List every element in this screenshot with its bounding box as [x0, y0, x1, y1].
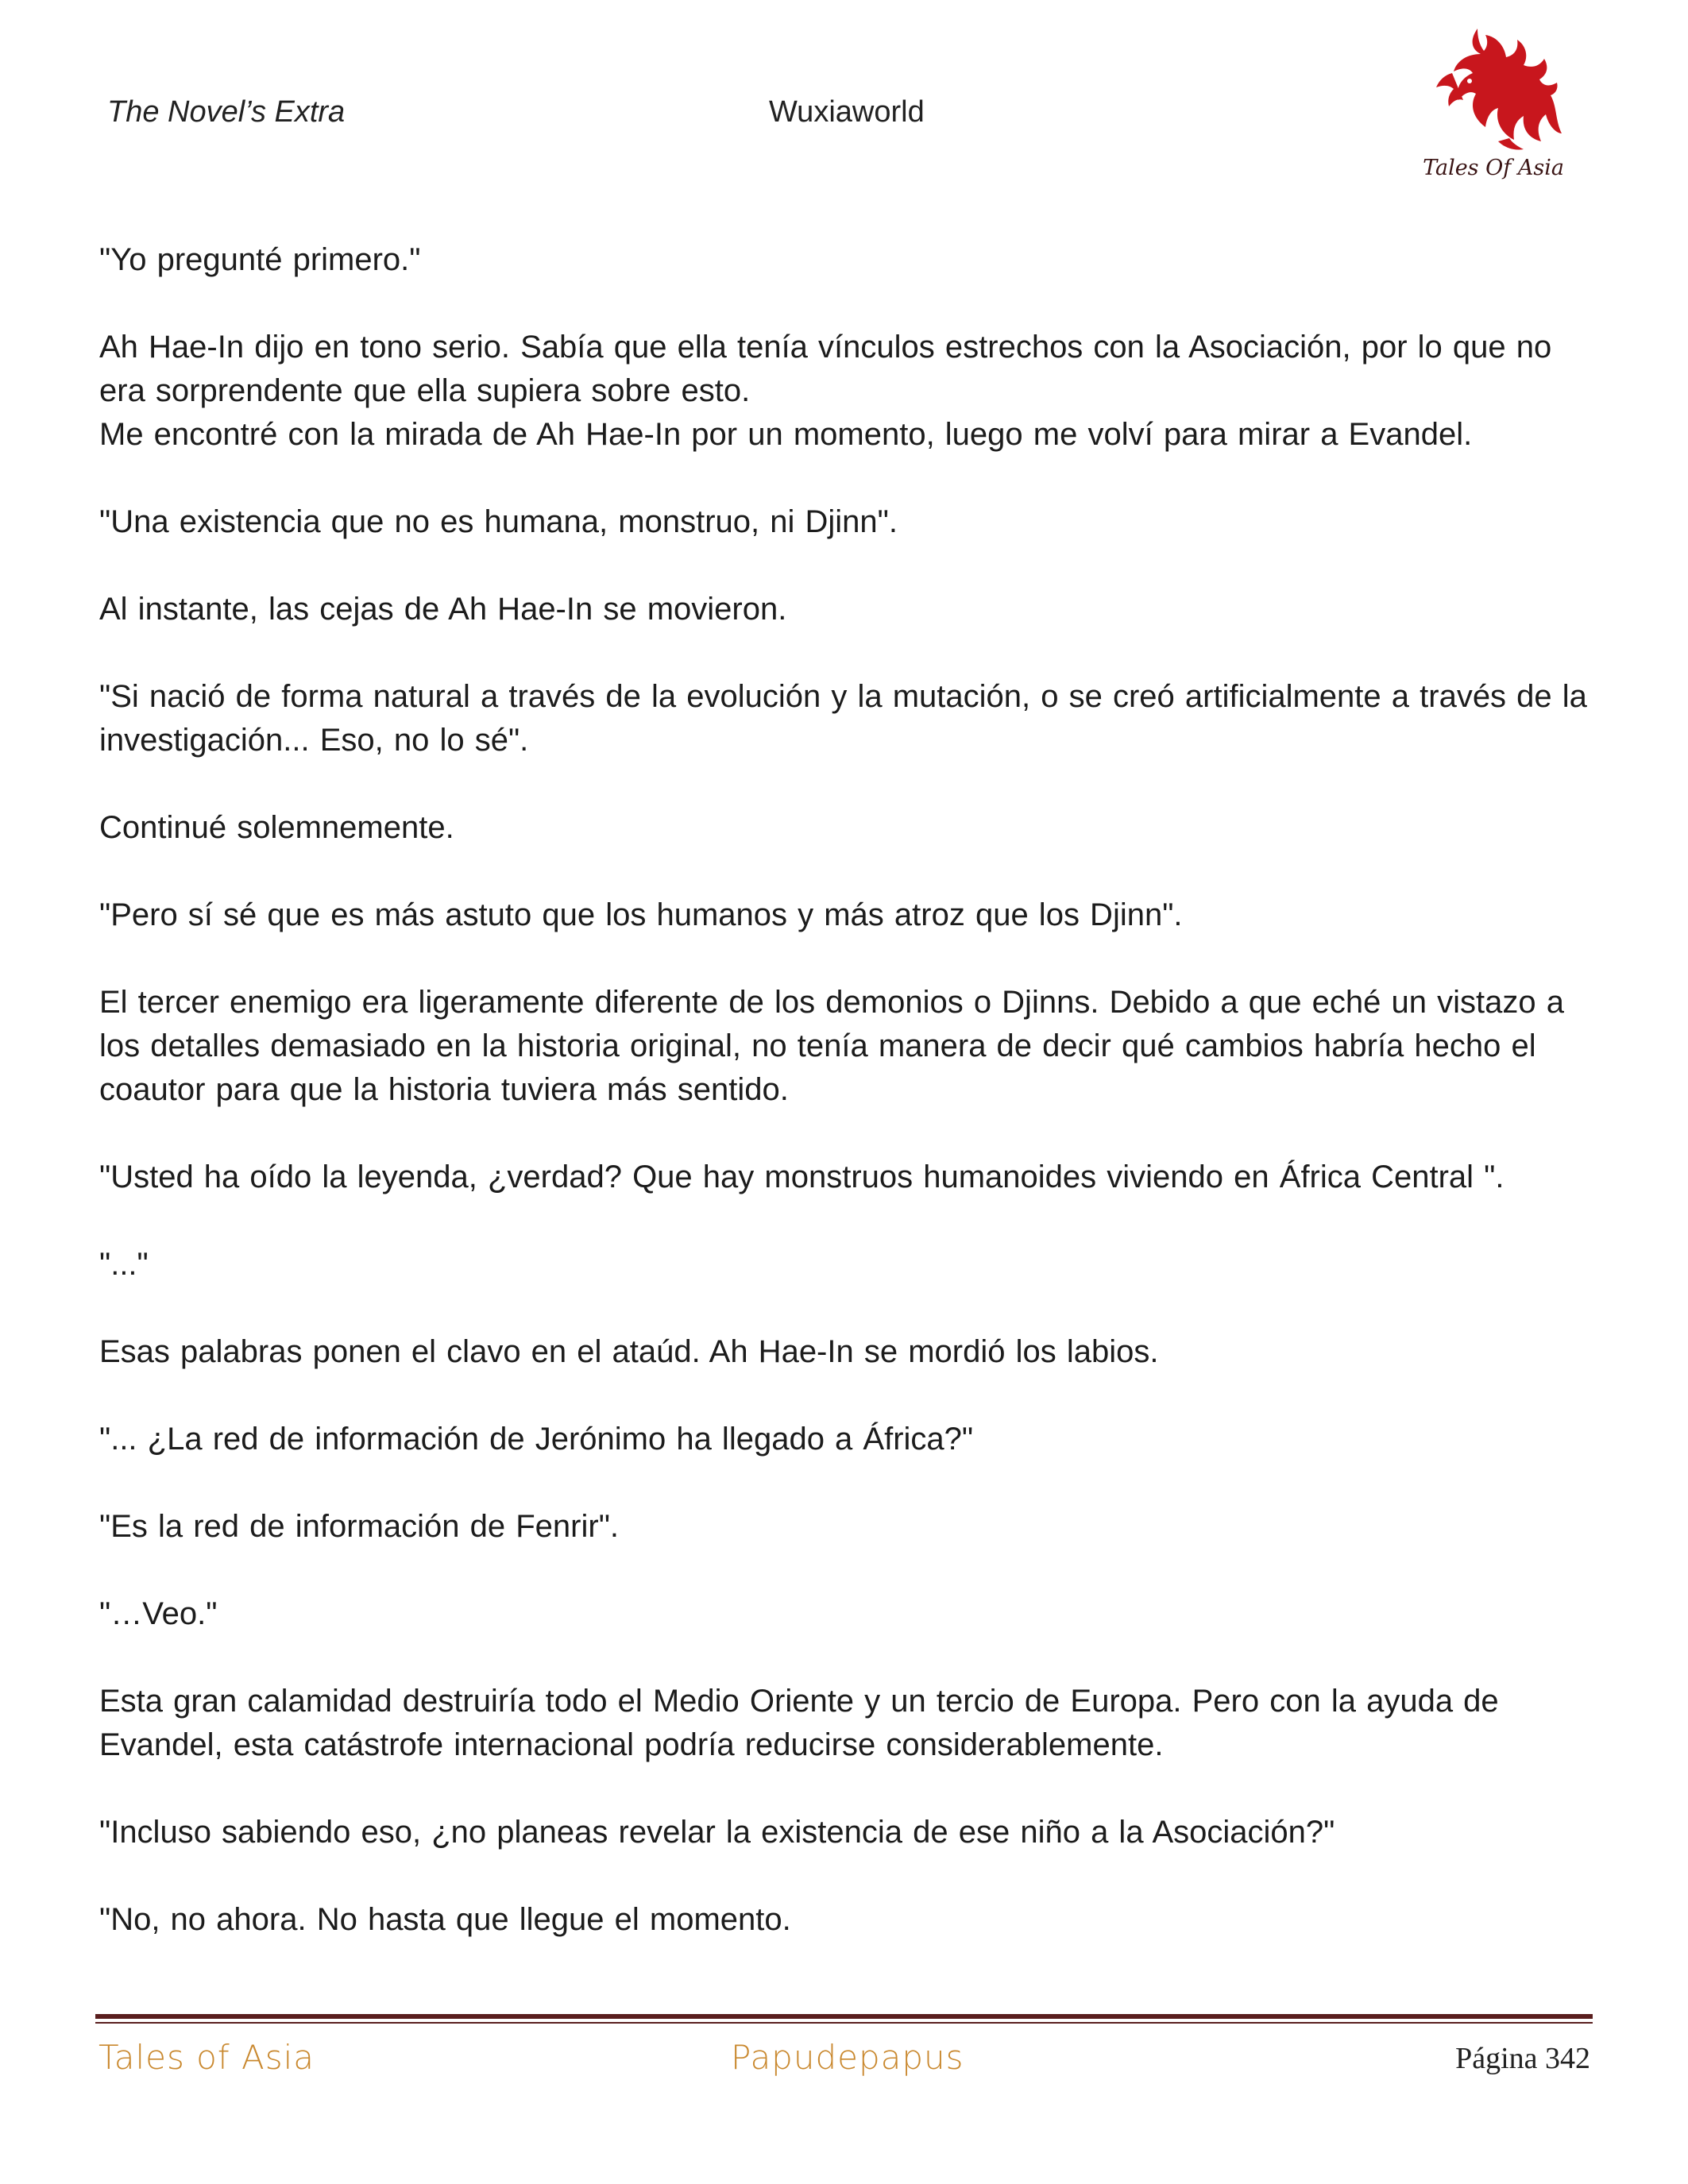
page-number: Página 342 — [1455, 2042, 1590, 2075]
page-header — [0, 0, 1688, 206]
paragraph: "Una existencia que no es humana, monstruo, ni Djinn". — [99, 504, 898, 539]
paragraph: Continué solemnemente. — [99, 810, 454, 845]
footer-translator: Papudepapus — [731, 2038, 964, 2077]
paragraph: Ah Hae-In dijo en tono serio. Sabía que ella tenía vínculos estrechos con la Asociación, por lo que no era sorprendente que ella supiera sobre esto. — [99, 330, 1552, 408]
tales-of-asia-logo — [1422, 22, 1565, 189]
logo-text: Tales Of Asia — [1423, 156, 1564, 180]
paragraph: Al instante, las cejas de Ah Hae-In se movieron. — [99, 592, 787, 627]
paragraph: Esas palabras ponen el clavo en el ataúd. Ah Hae-In se mordió los labios. — [99, 1334, 1159, 1369]
footer-rule-thick — [95, 2014, 1593, 2019]
paragraph: "Yo pregunté primero." — [99, 242, 421, 277]
paragraph: El tercer enemigo era ligeramente diferente de los demonios o Djinns. Debido a que eché un vistazo a los detalles demasiado en la historia original, no tenía manera de decir qué cambios habría hecho el coautor para que la historia tuviera más sentido. — [99, 985, 1564, 1107]
footer-publisher: Tales of Asia — [98, 2038, 315, 2077]
paragraph: "No, no ahora. No hasta que llegue el momento. — [99, 1902, 791, 1937]
paragraph: "Usted ha oído la leyenda, ¿verdad? Que hay monstruos humanoides viviendo en África Central ". — [99, 1160, 1505, 1194]
paragraph: Me encontré con la mirada de Ah Hae-In por un momento, luego me volví para mirar a Evandel. — [99, 417, 1473, 452]
footer-rule-thin — [95, 2022, 1593, 2024]
novel-title: The Novel’s Extra — [107, 95, 346, 129]
paragraph: "Si nació de forma natural a través de la evolución y la mutación, o se creó artificialmente a través de la investigación... Eso, no lo sé". — [99, 679, 1587, 758]
paragraph: "Incluso sabiendo eso, ¿no planeas revelar la existencia de ese niño a la Asociación?" — [99, 1815, 1335, 1850]
paragraph: "…Veo." — [99, 1596, 218, 1631]
page-body — [99, 238, 1593, 1985]
paragraph: "..." — [99, 1247, 149, 1282]
paragraph: "Es la red de información de Fenrir". — [99, 1509, 620, 1544]
paragraph: "... ¿La red de información de Jerónimo ha llegado a África?" — [99, 1422, 974, 1457]
paragraph: "Pero sí sé que es más astuto que los humanos y más atroz que los Djinn". — [99, 897, 1183, 932]
site-name: Wuxiaworld — [769, 95, 925, 129]
paragraph: Esta gran calamidad destruiría todo el Medio Oriente y un tercio de Europa. Pero con la ayuda de Evandel, esta catástrofe internacional podría reducirse considerablemente. — [99, 1684, 1499, 1762]
red-dragon-icon — [1422, 22, 1565, 157]
